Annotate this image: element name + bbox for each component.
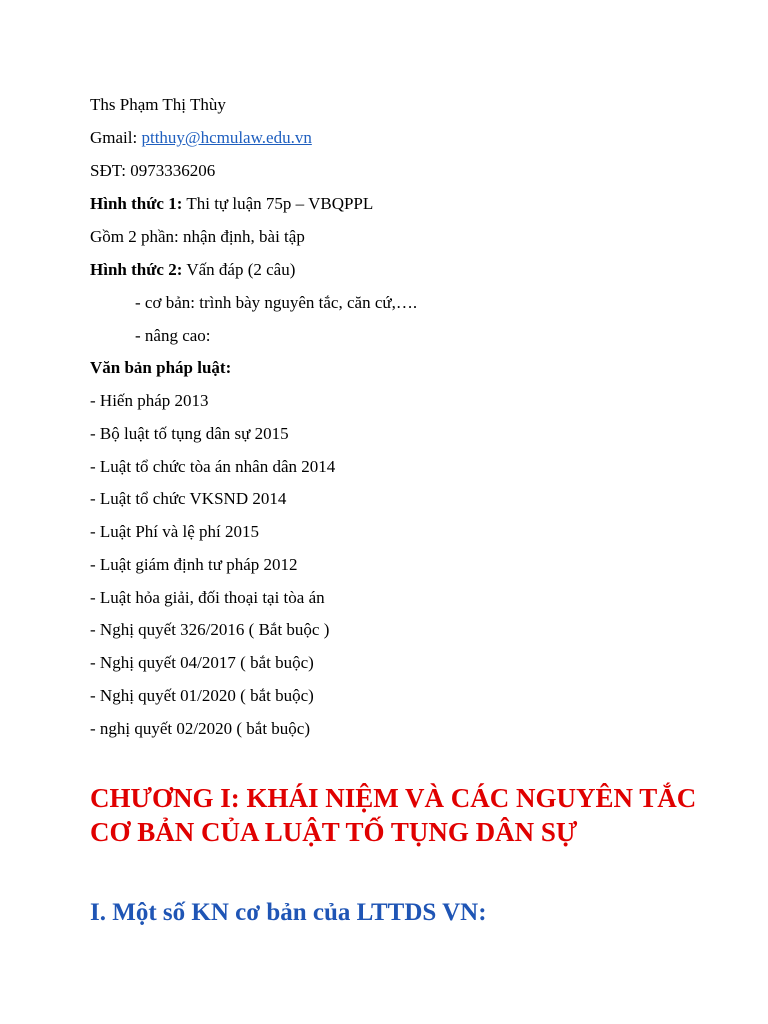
law-item: - Bộ luật tố tụng dân sự 2015 [90,424,289,443]
law-item: - Luật hỏa giải, đối thoại tại tòa án [90,588,325,607]
law-item: - Luật tổ chức tòa án nhân dân 2014 [90,457,336,476]
law-item: - Nghị quyết 01/2020 ( bắt buộc) [90,686,314,705]
law-item: - Luật tổ chức VKSND 2014 [90,489,287,508]
laws-heading: Văn bản pháp luật: [90,358,232,377]
exam-parts: Gồm 2 phần: nhận định, bài tập [90,227,305,246]
exam-form-1 [90,193,373,215]
exam-sub-item: - cơ bản: trình bày nguyên tắc, căn cứ,…. [135,293,418,312]
exam-form-1-text: Thi tự luận 75p – VBQPPL [182,194,374,213]
email-line [90,127,312,149]
law-item: - Hiến pháp 2013 [90,391,209,410]
law-item: - nghị quyết 02/2020 ( bắt buộc) [90,719,311,738]
phone-line: SĐT: 0973336206 [90,161,216,180]
exam-form-2-text: Vấn đáp (2 câu) [182,260,296,279]
chapter-title: CHƯƠNG I: KHÁI NIỆM VÀ CÁC NGUYÊN TẮC CƠ BẢN CỦA LUẬT TỐ TỤNG DÂN SỰ [90,783,697,847]
exam-form-2 [90,259,295,281]
section-title: I. Một số KN cơ bản của LTTDS VN: [90,899,487,926]
exam-form-2-label: Hình thức 2: [90,260,183,279]
law-item: - Luật giám định tư pháp 2012 [90,555,298,574]
exam-form-1-label: Hình thức 1: [90,194,183,213]
law-item: - Luật Phí và lệ phí 2015 [90,522,260,541]
author-name: Ths Phạm Thị Thùy [90,95,226,114]
email-label: Gmail: [90,128,142,147]
law-item: - Nghị quyết 326/2016 ( Bắt buộc ) [90,620,330,639]
exam-sub-item: - nâng cao: [135,326,211,345]
law-item: - Nghị quyết 04/2017 ( bắt buộc) [90,653,314,672]
email-link[interactable]: ptthuy@hcmulaw.edu.vn [141,128,312,147]
